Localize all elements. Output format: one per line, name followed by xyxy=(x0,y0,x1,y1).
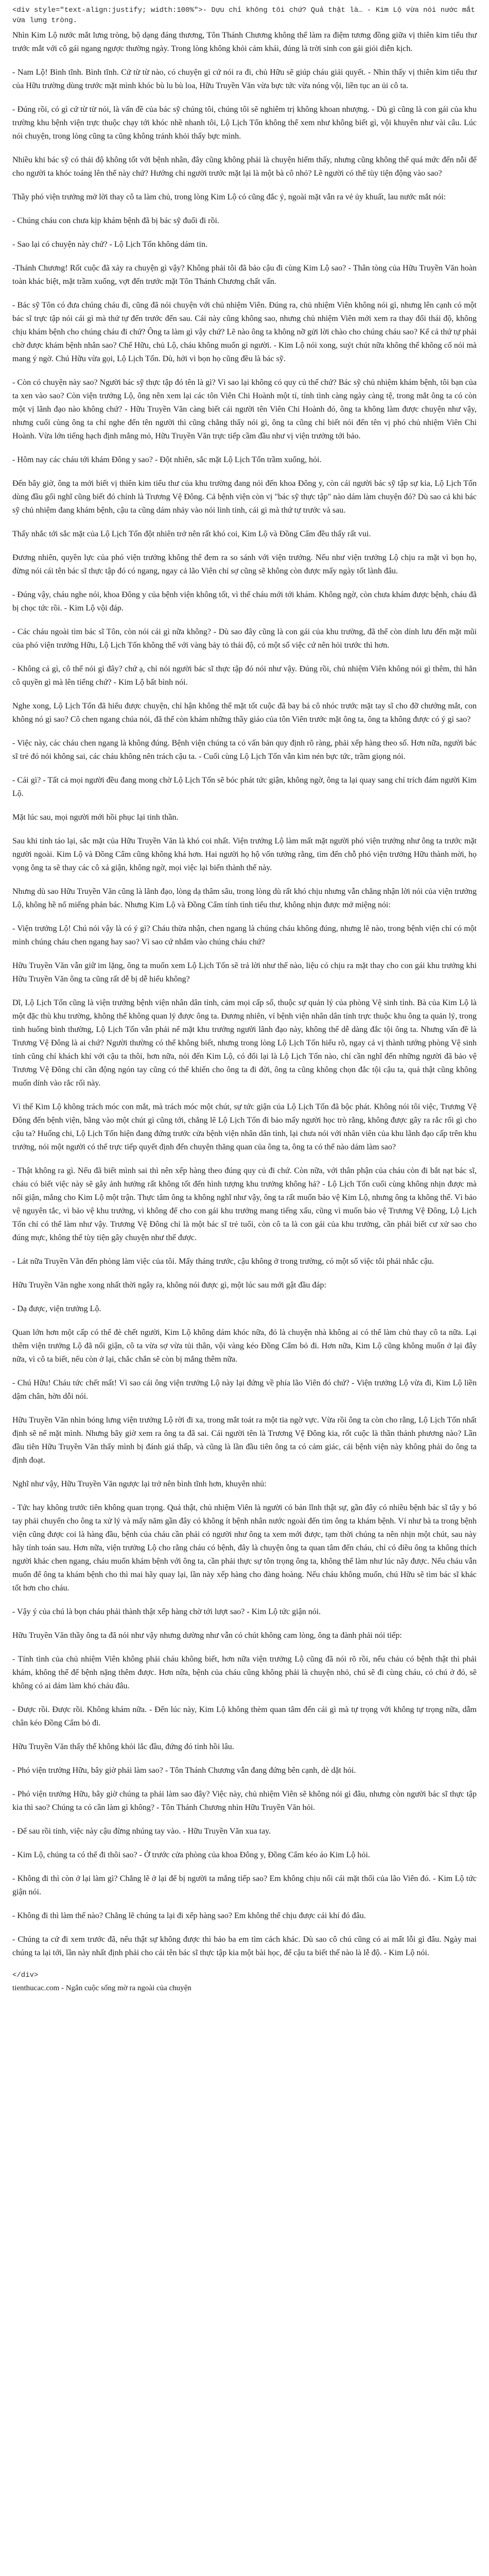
paragraph: - Chúng ta cứ đi xem trước đã, nếu thật sự không được thì bảo ba em tìm cách khác. Dù sao cô chú cũng có ai mất lỗi gì đâu. Ngày mai chúng ta lại tới, lần này nhất định phải cho cái tên bác sĩ thực tập kia một bài học, để cậu ta biết thế nào là lễ độ. - Kim Lộ nói. xyxy=(12,1935,477,1957)
paragraph: - Được rồi. Được rồi. Không khám nữa. - Đến lúc này, Kim Lộ không thèm quan tâm đến cái gì mà tự trọng với không tự trọng nữa, dẫm chân kéo Đồng Cẩm bỏ đi. xyxy=(12,1705,477,1727)
paragraph: Sau khi tỉnh táo lại, sắc mặt của Hữu Truyền Văn là khó coi nhất. Viện trưởng Lộ làm mất mặt người phó viện trưởng như ông ta trước mặt người ngoài. Kim Lộ và Đồng Cẩm cũng không khá hơn. Hai người họ hộ vốn tưởng rằng, tìm đến chỗ phó viện trưởng Hữu thành mời, họ vọng ông ta sẽ thay các cô xả giận, không ngờ, mọi việc lại biến thành thế này. xyxy=(12,837,477,872)
paragraph: - Không cả gì, cô thế nói gì đây? chứ ạ, chỉ nói người bác sĩ thực tập đó nói như vậy. Đúng rồi, chủ nhiệm Viên không nói gì thêm, thì hẳn cô quyền gì mà lên tiếng chứ? - Kim Lộ bất bình nói. xyxy=(12,665,477,687)
paragraph: Hữu Truyền Văn thầy ông ta đã nói như vậy nhưng dường như vẫn có chút không cam lòng, ông ta đành phải nói tiếp: xyxy=(12,1631,402,1640)
paragraph: Hữu Truyền Văn nhìn bóng lưng viện trưởng Lộ rời đi xa, trong mắt toát ra một tia ngờ vực. Vừa rồi ông ta còn cho rằng, Lộ Lịch Tốn nhất định sẽ nể mặt mình. Nhưng bây giờ xem ra ông ta đã sai. Cái người tên là Trương Vệ Đông kia, rốt cuộc là thần thánh phương nào? Lần đầu tiên Hữu Truyền Văn thấy mình bị đánh giá thấp, và cũng là lần đầu tiên ông ta có cảm giác, cái bệnh viện này không phải do ông ta định đoạt. xyxy=(12,1416,477,1465)
paragraph: Nhìn Kim Lộ nước mắt lưng tròng, bộ dạng đáng thương, Tôn Thánh Chương không thể làm ra điệm tương đồng giữa vị thiên kim tiểu thư trước mắt với cô gái ngang ngược thường ngày. Trong lòng không khỏi cảm khái, đúng là trời sinh con gái giỏi diễn kịch. xyxy=(12,31,477,53)
paragraph: - Chúng cháu con chưa kịp khám bệnh đã bị bác sỹ đuổi đi rồi. xyxy=(12,216,219,225)
paragraph: Hữu Truyền Văn thấy thế không khỏi lắc đầu, đứng đó tỉnh hồi lâu. xyxy=(12,1742,234,1751)
paragraph: Hữu Truyền Văn nghe xong nhất thời ngây ra, không nói được gì, một lúc sau mới gật đầu đáp: xyxy=(12,1281,326,1290)
opening-html-line: <div style="text-align:justify; width:100%">- Dựu chỉ không tôi chứ? Quả thật là… - Kim Lộ vừa nói nước mắt vừa lưng tròng. xyxy=(12,6,475,25)
paragraph: - Lát nữa Truyền Văn đến phòng làm việc của tôi. Mấy tháng trước, cậu không ở trong trường, có một số việc tôi phải nhắc cậu. xyxy=(12,1257,434,1266)
paragraph: - Phó viện trưởng Hữu, bây giờ phải làm sao? - Tôn Thánh Chương vẫn đang đứng bên cạnh, dè dặt hỏi. xyxy=(12,1766,356,1775)
paragraph: - Để sau rồi tính, việc này cậu đừng nhúng tay vào. - Hữu Truyền Văn xua tay. xyxy=(12,1827,271,1836)
paragraph: - Nam Lộ! Bình tĩnh. Bình tĩnh. Cứ từ từ nào, có chuyện gì cứ nói ra đi, chủ Hữu sẽ giúp cháu giải quyết. - Nhìn thấy vị thiên kim tiểu thư của Hữu trường dùng trước mặt mình khóc bù lu bù loa, Hữu Truyền Văn vừa bực tức vừa nóng vội, liền tục an ủi cô ta. xyxy=(12,68,477,90)
paragraph: Thầy phó viện trưởng mở lời thay cô ta làm chủ, trong lòng Kim Lộ có cũng đắc ý, ngoài mặt vẫn ra vẻ ủy khuất, lau nước mắt nói: xyxy=(12,193,446,201)
paragraph: Mặt lúc sau, mọi người mới hồi phục lại tinh thần. xyxy=(12,813,179,822)
paragraph: Vì thế Kim Lộ không trách móc con mắt, mà trách móc một chút, sự tức giận của Lộ Lịch Tốn đã bộc phát. Không nói tôi việc, Trương Vệ Đông đến bệnh viện, bằng vào một chút gì cũng tới, chẳng lẽ Lộ Lịch Tốn đi bảo mấy người học trò rằng, không được gây ra rắc rối gì cho cậu ta? Huống chi, Lộ Lịch Tốn hiện đang đứng trước cửa bệnh viện nhân dân tỉnh, lại chưa nói với nhân viên của khu lãnh đạo cấp trên khu trưởng, nói một người có thể trực tiếp quyết định đến chuyện thăng quan của ông ta, ông ta có thể nào dám làm sao? xyxy=(12,1103,477,1151)
paragraph: - Dạ được, viện trưởng Lộ. xyxy=(12,1304,101,1313)
paragraph: Nghĩ như vậy, Hữu Truyền Văn ngược lại trở nên bình tĩnh hơn, khuyên nhủ: xyxy=(12,1480,267,1488)
paragraph: Nhiều khi bác sỹ có thái độ không tốt với bệnh nhân, đây cũng không phải là chuyện hiếm thấy, nhưng cũng không thể quá mức đến nỗi để cho người ta khóc toáng lên thế này chứ? Hướng chi người trước mặt lại là một bà cô nhỏ? Lẽ người có thể tùy tiện động vào sao? xyxy=(12,156,477,178)
paragraph: - Bác sỹ Tôn có đưa chúng cháu đi, cũng đã nói chuyện với chủ nhiệm Viên. Đúng ra, chủ nhiệm Viên không nói gì, nhưng lên cạnh có một bác sĩ trực tập nói cái gì mà thứ tự đến trước đến sau. Cái này cũng không sao, nhưng chủ nhiệm Viên mới xem ra thay đổi thái độ, không chịu khám bệnh cho chúng cháu đi chứ? Ông ta làm gì vậy chứ? Lẽ nào ông ta không nỡ gửi lời chào cho chúng cháu sao? Kể cả thứ tự phải chờ được khám bệnh nhân sao? Chế Hữu, chủ Lộ, cháu không muốn gì người. - Kim Lộ nói xong, suýt chút nữa không thể không cố nói mà mang ý ngờ. Chú Hữu vừa gọi, Lộ Lịch Tốn. Dù, hởi vì bọn họ cũng đều là bác sỹ. xyxy=(12,301,477,363)
paragraph: Đương nhiên, quyền lực của phó viện trưởng không thể đem ra so sánh với viện trưởng. Nếu như viện trưởng Lộ chịu ra mặt vì bọn họ, đừng nói cái tên bác sĩ thực tập đó có ngang, ngay cả lão Viên chỉ sợ cũng sẽ không còn được mấy ngày tốt lành đâu. xyxy=(12,553,477,575)
paragraph: Thấy nhắc tới sắc mặt của Lộ Lịch Tốn đột nhiên trở nên rất khó coi, Kim Lộ và Đồng Cẩm đều thấy rất vui. xyxy=(12,530,371,538)
paragraph: - Hôm nay các cháu tới khám Đông y sao? - Đột nhiên, sắc mặt Lộ Lịch Tốn trầm xuống, hỏi. xyxy=(12,455,322,464)
paragraph: - Không đi thì còn ở lại làm gì? Chẳng lẽ ở lại để bị người ta mắng tiếp sao? Em không chịu nổi cái mặt thối của lão Viên đó. - Kim Lộ tức giận nói. xyxy=(12,1874,477,1896)
paragraph: Quan lớn hơn một cấp có thể đè chết người, Kim Lộ không dám khóc nữa, đó là chuyện nhà không ai có thể làm chủ thay cô ta nữa. Lại thêm viện trưởng Lộ đã nổi giận, cô ta vừa sợ vừa tủi thân, vội vàng kéo Đồng Cẩm bỏ đi. Hơn nữa, Kim Lộ cũng không muốn ở lại đây nữa, vì cô ta biết, nếu còn ở lại, chắc chắn sẽ còn bị mắng thêm nữa. xyxy=(12,1328,477,1364)
paragraph: - Phó viện trưởng Hữu, bây giờ chúng ta phải làm sao đây? Việc này, chủ nhiệm Viên sẽ không nói gì đâu, nhưng còn người bác sĩ thực tập kia thì sao? Chúng ta có cần làm gì không? - Tôn Thánh Chương nhìn Hữu Truyền Văn hỏi. xyxy=(12,1790,477,1812)
paragraph: - Kim Lộ, chúng ta có thể đi thôi sao? - Ở trước cửa phòng của khoa Đông y, Đồng Cẩm kéo áo Kim Lộ hỏi. xyxy=(12,1851,370,1859)
paragraph: - Tính tình của chủ nhiệm Viên không phải cháu không biết, hơn nữa viện trưởng Lộ cũng đã nói rõ rồi, nếu cháu có bệnh thật thì phải khám, không thể để bệnh nặng thêm được. Hơn nữa, bệnh của cháu cũng không phải là chuyện nhỏ, chú sẽ đi cùng cháu, có chú ở đó, sẽ không có ai dám làm khó cháu đâu. xyxy=(12,1655,477,1690)
paragraph: Đến bây giờ, ông ta mới biết vị thiên kim tiểu thư của khu trường đang nói đến khoa Đông y, còn cái người bác sỹ tập sự kia, Lộ Lịch Tốn dùng đầu gối nghĩ cũng biết đó chính là Trương Vệ Đông. Cả bệnh viện còn vị "bác sỹ thực tập" nào dám làm chuyện đó? Dù sao cả khi bác sỹ chủ nhiệm đang khám bệnh, cậu ta cũng dám nhảy vào nói linh tinh, cái gì mà thứ tự trước và sau. xyxy=(12,479,477,515)
paragraph: Nghe xong, Lộ Lịch Tốn đã hiểu được chuyện, chỉ hận không thể mặt tốt cuộc đã bay bá cô nhóc trước mặt tay sĩ cho đỡ chướng mắt, con không nó gì sao? Cô chen ngang chúa nói, đã thế còn khám những thầy giáo của tôn Viên trước mặt ông ta, ông ta không được có ý gì sao? xyxy=(12,702,477,724)
story-body xyxy=(12,29,477,1960)
paragraph: - Việc này, các cháu chen ngang là không đúng. Bệnh viện chúng ta có vấn bản quy định rõ ràng, phải xếp hàng theo số. Hơn nữa, người bác sĩ trẻ đó nói không sai, các cháu không nên trách cậu ta. - Cuối cùng Lộ Lịch Tốn vẫn kìm nén bực tức, trầm giọng nói. xyxy=(12,739,477,761)
paragraph: Dĩ, Lộ Lịch Tốn cũng là viện trưởng bệnh viện nhân dân tỉnh, cảm mọi cấp số, thuộc sự quản lý của phòng Vệ sinh tỉnh. Bà của Kim Lộ là một đặc thù khu trường, không thể không quan lý được ông ta. Đương nhiên, ví bệnh viện nhân dân tỉnh trực thuộc khu ông ta quản lý, trong tình huống bình thường, Lộ Lịch Tốn vẫn phải nể mặt khu trưởng người lãnh đạo này, không thể dễ dàng đắc tội ông ta. Nhưng vấn đề là Trương Vệ Đông là ai chứ? Người thường có thể không biết, nhưng trong lòng Lộ Lịch Tốn hiểu rõ, ngay cả vị thành tướng phòng Vệ sinh tỉnh cũng chỉ khách khí với cậu ta thôi, hơn nữa, nói đến Kim Lộ, có đổi lại là Lộ Lịch Tốn nào, chỉ cần nghĩ đến những người đã bảo vệ Trương Vệ Đông chỉ cần động ngón tay cũng có thể khiến cho ông ta đi đời, ông ta cũng không chọn đắc tội cậu ta, quả thật cũng không muốn dính vào rắc rối này. xyxy=(12,998,477,1088)
paragraph: - Sao lại có chuyện này chứ? - Lộ Lịch Tốn không dám tin. xyxy=(12,240,207,249)
paragraph: - Vậy ý của chú là bọn cháu phải thành thật xếp hàng chờ tới lượt sao? - Kim Lộ tức giận nói. xyxy=(12,1607,321,1616)
paragraph: -Thánh Chương! Rốt cuộc đã xảy ra chuyện gì vậy? Không phải tôi đã bảo cậu đi cùng Kim Lộ sao? - Thân tòng của Hữu Truyền Văn hoàn toàn khác biệt, mặt trầm xuống, vợt đến trước mặt Tôn Thánh Chương chất vấn. xyxy=(12,264,477,286)
paragraph: - Chú Hữu! Cháu tức chết mất! Vì sao cái ông viện trưởng Lộ này lại đứng về phía lão Viên đó chứ? - Viện trưởng Lộ vừa đi, Kim Lộ liền dậm chân, hờn dỗi nói. xyxy=(12,1379,477,1401)
paragraph: - Thật không ra gì. Nếu đã biết mình sai thì nên xếp hàng theo đúng quy củ đi chứ. Còn nữa, với thân phận của cháu còn đi bắt nạt bác sĩ, cháu có biết việc này sẽ gây ảnh hưởng rất không tốt đến hình tượng khu trưởng không hả? - Lộ Lịch Tốn cuối cùng không nhịn được mà nổi giận, mắng cho Kim Lộ một trận. Thực tâm ông ta không nghĩ như vậy, ông ta rất muốn bảo vệ Kim Lộ, nhưng ông ta không thể. Vì bảo vệ nguyên tắc, vì bảo vệ khu trưởng, vì không để cho con gái khu trưởng mang tiếng xấu, cũng vì muốn bảo vệ Trương Vệ Đông, Lộ Lịch Tốn chỉ có thể làm như vậy. Trương Vệ Đông chỉ là một bác sĩ trẻ tuổi, còn cô ta là con gái của khu trưởng, cần phải biết cư xử sao cho đúng mực, không thể tùy tiện gây chuyện như thế được. xyxy=(12,1166,477,1242)
paragraph: - Đúng rồi, có gì cứ từ từ nói, là vấn đề của bác sỹ chúng tôi, chúng tôi sẽ nghiêm trị không khoan nhượng. - Dù gì cũng là con gái của khu trường khu bệnh viện trực thuộc chạy tới khóc nhề nhanh tôi, Lộ Lịch Tốn không thể xem như không biết gì, vội khuyên như vài câu. Lúc nói chuyện, trong lòng cũng ta cũng không tránh khỏi thấy bực mình. xyxy=(12,105,477,141)
paragraph: Nhưng dù sao Hữu Truyền Văn cũng là lãnh đạo, lòng dạ thâm sâu, trong lòng dù rất khó chịu nhưng vẫn chẳng nhận lời nói của viện trưởng Lộ, không hề nổ miếng phản bác. Nhưng Kim Lộ và Đồng Cẩm tính tình tiểu thư, không nhịn được mở miệng nói: xyxy=(12,887,477,909)
paragraph: - Không đi thì làm thế nào? Chẳng lẽ chúng ta lại đi xếp hàng sao? Em không thể chịu được cái khí đó đâu. xyxy=(12,1911,366,1920)
closing-html-line: </div> xyxy=(12,1971,39,1979)
site-footer-link[interactable]: tienthucac.com - Ngắn cuộc sống mờ ra ngoài của chuyện xyxy=(12,1984,191,1992)
paragraph: - Các cháu ngoài tìm bác sĩ Tôn, còn nói cái gì nữa không? - Dù sao đây cũng là con gái của khu trường, đã thế còn dính lưu đến mặt mũi của phó viện trưởng Hữu, Lộ Lịch Tốn không thể với vàng bảy tỏ thái độ, có một số việc cứ nên hỏi trước thì hơn. xyxy=(12,628,477,650)
paragraph: - Đúng vậy, cháu nghe nói, khoa Đông y của bệnh viện không tốt, vì thế cháu mới tới khám. Không ngờ, còn chưa khám được bệnh, cháu đã bị chọc tức rồi. - Kim Lộ vội đáp. xyxy=(12,590,477,613)
paragraph: - Viện trưởng Lộ! Chú nói vậy là có ý gì? Cháu thừa nhận, chen ngang là chúng cháu không đúng, nhưng lẽ nào, trong bệnh viện chỉ có một mình chúng cháu chen ngang hay sao? Vì sao cứ nhắm vào chúng cháu chứ? xyxy=(12,924,477,946)
paragraph: Hữu Truyền Văn vẫn giữ im lặng, ông ta muốn xem Lộ Lịch Tốn sẽ trả lời như thế nào, liệu có chịu ra mặt thay cho con gái khu trưởng khi Hữu Truyền Văn ông ta cũng rất dễ bị dễ hiểu không? xyxy=(12,961,477,984)
paragraph: - Cái gì? - Tất cả mọi người đều đang mong chờ Lộ Lịch Tốn sẽ bóc phát tức giận, không ngờ, ông ta lại quay sang chỉ trích đám người Kim Lộ. xyxy=(12,776,477,798)
paragraph: - Tức hay không trước tiên không quan trọng. Quả thật, chủ nhiệm Viên là người có bản lĩnh thật sự, gần đây có nhiều bệnh bác sĩ tây y bó tay phải chuyển cho ông ta xử lý và mấy năm gần đây có không ít bệnh nhân nước ngoài đến tìm ông ta khám bệnh. Ví như bà ta trong bệnh viện cũng được coi là hàng đầu, bệnh của cháu cần phải có người như ông ta xem mới được, tạm thời chúng ta nên nhịn một chút, sau này hãy tính toán sau. Hơn nữa, viện trưởng Lộ cho rằng cháu có bệnh, đây là chuyện ông ta quan tâm đến cháu, chỉ có điều ông ta không thích người khác chen ngang, cháu muốn khám bệnh với ông ta, cần phải thực sự tôn trọng ông ta, không thể làm như lúc nãy được. Nếu cháu vẫn muốn để ông ta khám bệnh cho thì mai hãy quay lại, lần này xếp hàng cho đàng hoàng. Nếu cháu không muốn, chú Hữu sẽ tìm bác sĩ khác tốt hơn cho cháu. xyxy=(12,1503,477,1592)
paragraph: - Còn có chuyện này sao? Người bác sỹ thực tập đó tên là gì? Vì sao lại không có quy củ thế chứ? Bác sỹ chủ nhiệm khám bệnh, tôi bạn của ta xen vào sao? Còn viện trưởng Lộ, ông nên xem lại các tôn Viên Chi Hoành một tí, tính tình càng ngày càng tệ, trong mắt ông ta có còn một vị lãnh đạo nào không chứ? - Hữu Truyền Văn càng biết cái người tên Viên Chi Hoành đó, ông ta không làm được chuyện như vậy, nhưng cuối cùng ông ta chỉ nghe đến tên người thì cũng chẳng thấy nói gì, ông ta cũng chỉ biết nói đến tên vị phó chủ nhiệm Viên Chi Hoành. Vừa lớn tiếng hạch định mắng mỏ, Hữu Truyền Văn trực tiếp cầm đầu như vị viện trưởng tới bảo. xyxy=(12,378,477,440)
